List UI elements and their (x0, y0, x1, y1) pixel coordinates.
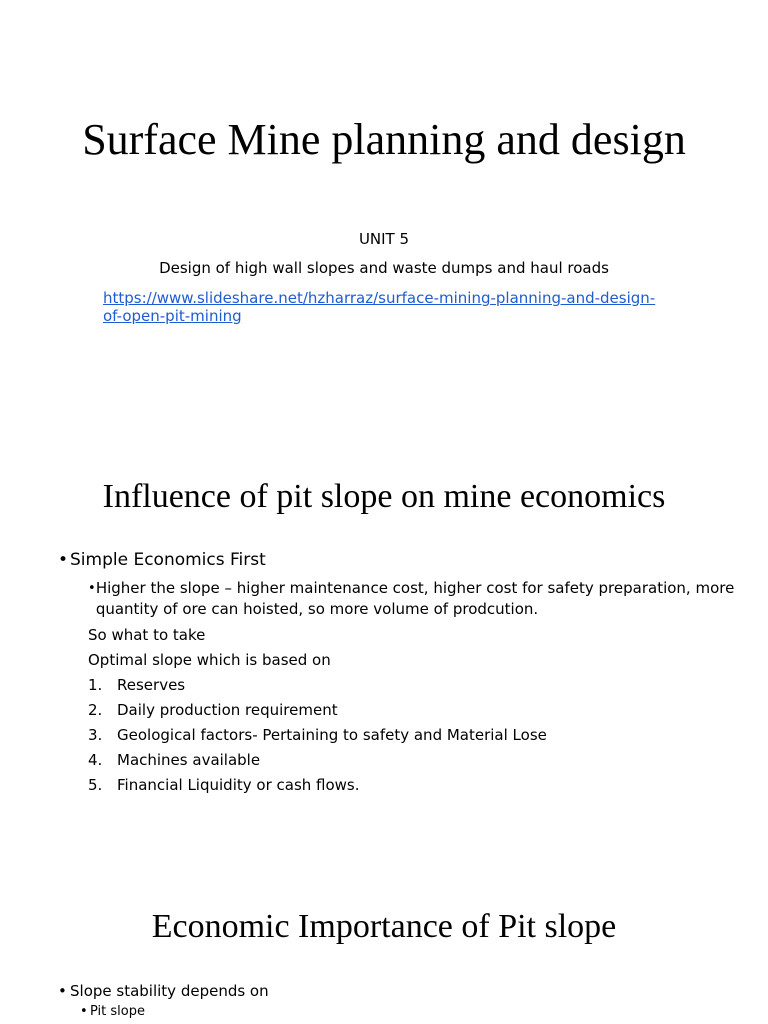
unit-label: UNIT 5 (358, 230, 410, 248)
slide-subtitle: Design of high wall slopes and waste dumps and haul roads (159, 259, 609, 277)
sub-bullet-item (80, 1004, 269, 1019)
slide-heading: Influence of pit slope on mine economics (102, 478, 666, 515)
sub-bullet-text: Higher the slope – higher maintenance cost, higher cost for safety preparation, more quantity of ore can hoisted, so more volume of prodcution. (95, 579, 735, 618)
bullet-text: Simple Economics First (70, 550, 266, 570)
list-number: 3. (88, 726, 103, 744)
bullet-icon: • (80, 1004, 88, 1019)
sub-bullet-text: Pit slope (90, 1004, 145, 1019)
list-item (88, 698, 748, 723)
list-number: 2. (88, 701, 103, 719)
slide-pit-slope-economics (0, 400, 768, 845)
slide-body (58, 550, 748, 798)
list-item (88, 748, 748, 773)
slide-title (0, 0, 768, 400)
list-item (88, 673, 748, 698)
bullet-item (58, 982, 269, 1000)
bullet-icon: • (58, 550, 69, 570)
list-text: Machines available (117, 751, 261, 769)
sub-bullet-item (88, 578, 748, 620)
bullet-item (58, 550, 748, 570)
slideshare-link[interactable]: https://www.slideshare.net/hzharraz/surface-mining-planning-and-design-of-open-pit-mining (103, 289, 656, 325)
text-line: So what to take (88, 626, 206, 644)
list-text: Reserves (117, 676, 186, 694)
text-line: Optimal slope which is based on (88, 651, 331, 669)
list-text: Daily production requirement (117, 701, 338, 719)
slide-economic-importance (0, 845, 768, 1024)
slide-heading: Economic Importance of Pit slope (151, 908, 617, 945)
list-number: 4. (88, 751, 103, 769)
list-text: Financial Liquidity or cash flows. (117, 776, 360, 794)
bullet-text: Slope stability depends on (70, 982, 269, 1000)
slide-body (58, 982, 269, 1019)
bullet-icon: • (58, 982, 67, 1000)
list-item (88, 723, 748, 748)
list-text: Geological factors- Pertaining to safety and Material Lose (117, 726, 547, 744)
slide-title-heading: Surface Mine planning and design (82, 115, 686, 164)
list-number: 5. (88, 776, 103, 794)
list-item (88, 773, 748, 798)
bullet-icon: • (88, 581, 96, 596)
numbered-list (58, 673, 748, 798)
list-number: 1. (88, 676, 103, 694)
